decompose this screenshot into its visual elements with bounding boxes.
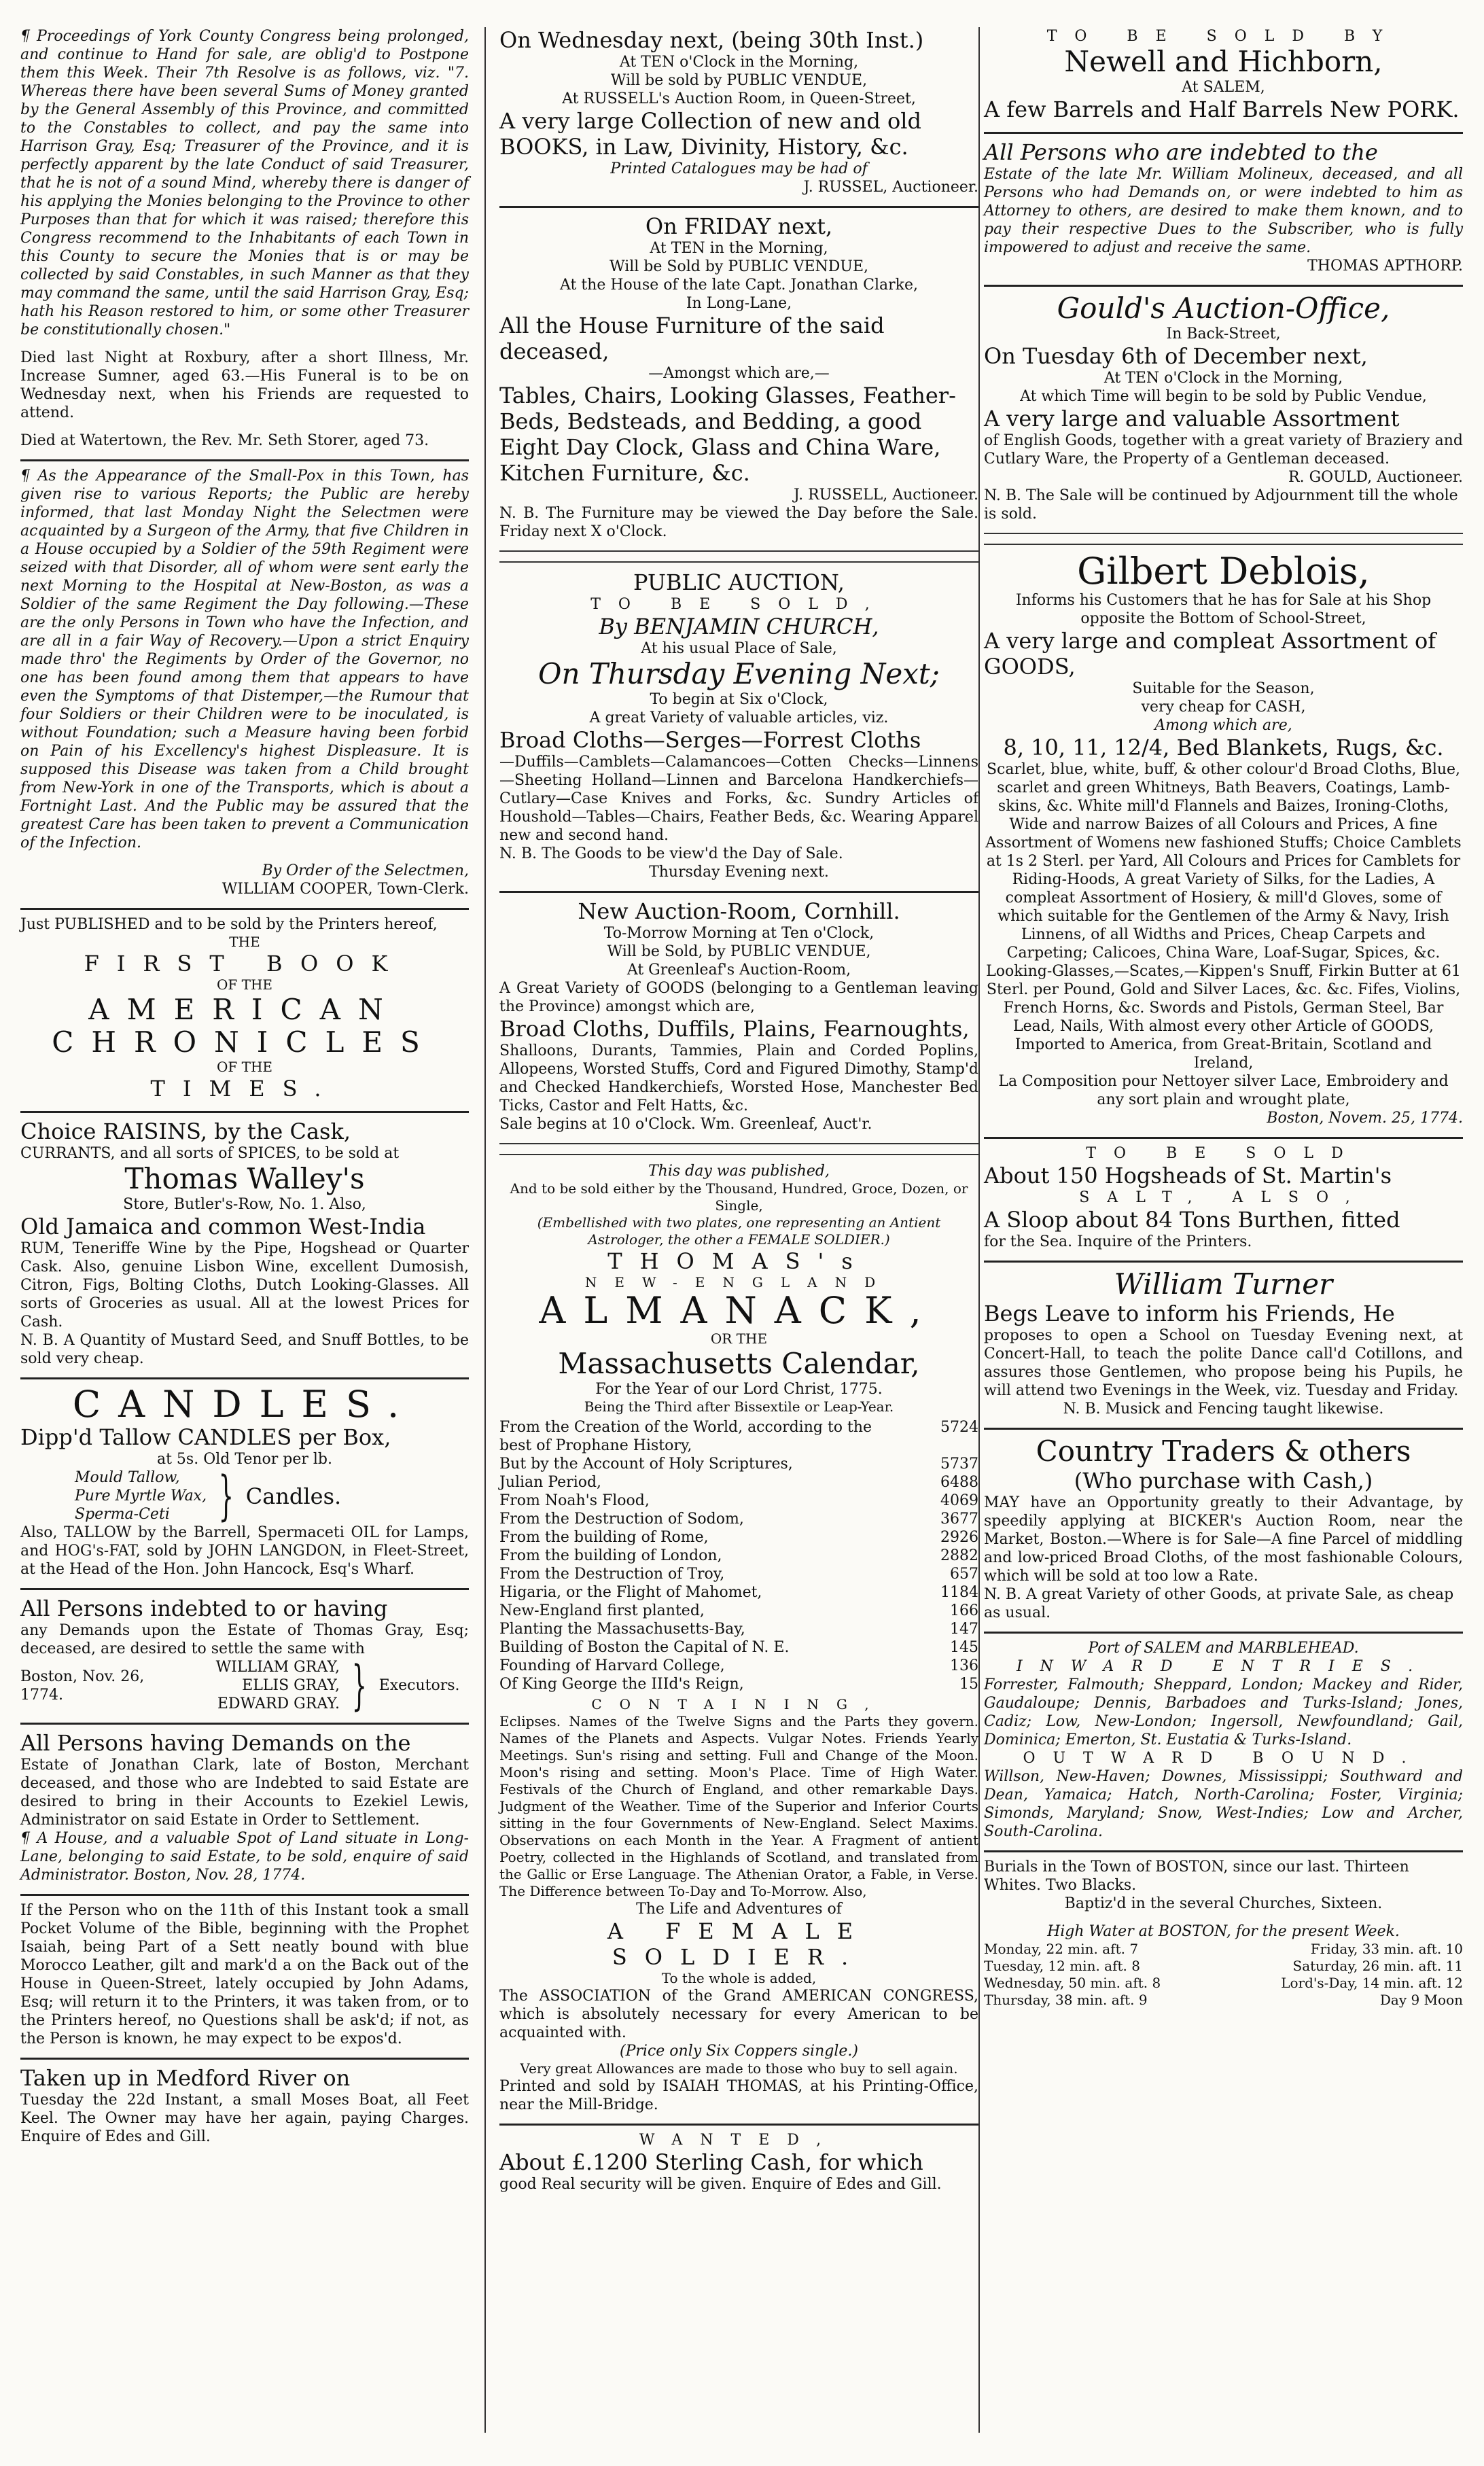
newell-tobesold: TO BE SOLD BY [1046,28,1400,45]
raisins-heading: Choice RAISINS, by the Cask, [20,1118,351,1144]
greenleaf-sign: Sale begins at 10 o'Clock. Wm. Greenleaf, Auct'r. [499,1116,872,1133]
traders-nb: N. B. A great Variety of other Goods, at private Sale, as cheap as usual. [984,1586,1454,1621]
ornamental-divider [984,533,1463,545]
executor-name: WILLIAM GRAY, [215,1659,340,1676]
almanack-row: Building of Boston the Capital of N. E. 145 [499,1639,978,1656]
traders-heading: Country Traders & others [1036,1434,1411,1468]
brace-glyph: } [218,1465,234,1527]
almanack-row: From the building of London, 2882 [499,1547,978,1564]
chronicles-of: OF THE [216,976,272,993]
almanack-row: Of King George the IIId's Reign, 15 [499,1676,978,1693]
deblois-blankets: 8, 10, 11, 12/4, Bed Blankets, Rugs, &c. [1003,735,1444,760]
almanack-row: New-England first planted, 166 [499,1602,978,1619]
candles-price: at 5s. Old Tenor per lb. [156,1451,332,1468]
burials-notice: Burials in the Town of BOSTON, since our last. Thirteen Whites. Two Blacks. [984,1859,1409,1894]
port-outward: OUTWARD BOUND. [1023,1750,1424,1767]
almanack-row: Founding of Harvard College, 136 [499,1657,978,1674]
gould-date: On Tuesday 6th of December next, [984,343,1368,369]
deblois-among: Among which are, [1154,717,1292,734]
russel-catalogues: Printed Catalogues may be had of [610,160,868,177]
gould-time: At TEN o'Clock in the Morning, [1103,370,1343,387]
gould-body: of English Goods, together with a great variety of Braziery and Cutlary Ware, the Property of a Gentleman deceased. [984,432,1463,468]
salt-inquire: for the Sea. Inquire of the Printers. [984,1233,1252,1250]
high-water-heading: High Water at BOSTON, for the present Week. [1047,1923,1400,1940]
newell-place: At SALEM, [1182,79,1265,96]
york-congress-notice: ¶ Proceedings of York County Congress being prolonged, and continue to Hand for sale, are oblig'd to Postpone them this Week. Their 7th Resolve is as follows, viz. "7. Whereas there have been several Sums of Money granted by the General Assembly of this Province, and committed to the Constables to collect, and pay the same into Harrison Gray, Esq; Treasurer of the Province, and it is perfectly apparent by the late Conduct of said Treasurer, that he is not of a sound Mind, whereby there is danger of his applying the Monies belonging to the Province to other Purposes than that for which it was raised; therefore this Congress recommend to the Inhabitants of each Town in this County to secure the Monies that is or may be collected by said Constables, in such Manner as that they may command the same, until the said Harrison Gray, Esq; hath his Reason restored to him, or some other Treasurer be constitutionally chosen." [20,28,469,338]
almanack-life: The Life and Adventures of [636,1901,842,1918]
auction-variety: A great Variety of valuable articles, viz. [589,709,889,726]
deblois-assortment: A very large and compleat Assortment of GOODS, [984,628,1436,680]
gould-nb: N. B. The Sale will be continued by Adjournment till the whole is sold. [984,487,1458,523]
auction-broadcloths: Broad Cloths—Serges—Forrest Cloths [499,727,921,753]
ornamental-divider [499,1143,978,1155]
almanack-row: From the Destruction of Troy, 657 [499,1566,978,1583]
auction-body: —Duffils—Camblets—Calamancoes—Cotten Checks—Linnens—Sheeting Holland—Linnen and Barcelona Handkerchiefs—Cutlary—Case Knives and Forks, &c. Sundry Articles of Houshold—Tables—Chairs, Feather Beds, &c. Wearing Apparel new and second hand. [499,754,978,844]
almanack-row: From the Creation of the World, according to the best of Prophane History, 5724 [499,1419,978,1454]
almanack-embellished: (Embellished with two plates, one representing an Antient Astrologer, the other a FEMALE SOLDIER.) [537,1214,941,1248]
divider [499,2124,978,2126]
port-outward-body: Willson, New-Haven; Downes, Mississippi; Southward and Dean, Yamaica; Hatch, North-Carolina; Foster, Virginia; Simonds, Maryland; Snow, West-Indies; Low and Archer, South-Carolina. [984,1768,1463,1840]
greenleaf-heading: New Auction-Room, Cornhill. [578,898,900,924]
chronicles-times: TIMES. [150,1076,339,1102]
raisins-nb: N. B. A Quantity of Mustard Seed, and Snuff Bottles, to be sold very cheap. [20,1332,469,1367]
divider [20,1377,469,1379]
candles-item: Sperma-Ceti [75,1506,170,1523]
divider [984,1850,1463,1852]
candles-item: Pure Myrtle Wax, [75,1487,207,1504]
auction-thursday: On Thursday Evening Next; [538,657,940,690]
divider [20,459,469,461]
divider [499,206,978,208]
newell-name: Newell and Hichborn, [1064,45,1383,78]
raisins-merchant-name: Thomas Walley's [124,1162,365,1195]
bible-notice: If the Person who on the 11th of this Instant took a small Pocket Volume of the Bible, beginning with the Prophet Isaiah, being Part of a Sett neatly bound with blue Morocco Leather, gilt and mark'd a on the Back out of the House in Queen-Street, lately occupied by John Adams, Esq; will return it to the Printers, it was taken from, or to the Printers hereof, no Questions shall be ask'd; if not, as the Person is known, he may expect to be expos'd. [20,1902,469,2047]
medford-body: Tuesday the 22d Instant, a small Moses Boat, all Feet Keel. The Owner may have her again, paying Charges. Enquire of Edes and Gill. [20,2092,469,2145]
almanack-row: Julian Period, 6488 [499,1474,978,1491]
almanack-thomas: THOMAS's [607,1248,870,1274]
high-water-table [984,1941,1463,2009]
greenleaf-broadcloths: Broad Cloths, Duffils, Plains, Fearnoughts, [499,1016,970,1042]
almanack-contents: Eclipses. Names of the Twelve Signs and the Parts they govern. Names of the Planets and Aspects. Vulgar Notes. Friends Yearly Meetings. Sun's rising and setting. Full and Change of the Moon. Moon's rising and setting. Moon's Place. Time of High Water. Festivals of the Church of England, and other remarkable Days. Judgment of the Weather. Time of the Superior and Inferior Courts sitting in the four Governments of New-England. Select Maxims. Observations on each Month in the Year. A Fragment of antient Poetry, collected in the Highlands of Scotland, and translated from the Gallic or Erse Language. The Athenian Orator, a Fable, in Verse. The Difference between To-Day and To-Morrow. Also, [499,1713,978,1899]
salt-sloop: A Sloop about 84 Tons Burthen, fitted [984,1207,1400,1233]
chronicles-american: AMERICAN [88,993,401,1026]
clark-heading: All Persons having Demands on the [20,1730,411,1756]
raisins-body: RUM, Teneriffe Wine by the Pipe, Hogshead or Quarter Cask. Also, genuine Lisbon Wine, excellent Dumosish, Citron, Figs, Bolting Cloths, Dutch Looking-Glasses. All sorts of Groceries as usual. All at the lowest Prices for Cash. [20,1240,469,1331]
gould-which: At which Time will begin to be sold by Public Vendue, [1020,388,1427,405]
candles-body: Also, TALLOW by the Barrell, Spermaceti OIL for Lamps, and HOG's-FAT, sold by JOHN LANGDON, in Fleet-Street, at the Head of the Hon. John Hancock, Esq's Wharf. [20,1524,469,1578]
almanack-table [499,1418,978,1693]
russel-books: A very large Collection of new and old BOOKS, in Law, Divinity, History, &c. [499,108,921,160]
greenleaf-body: Shalloons, Durants, Tammies, Plain and Corded Poplins, Allopeens, Worsted Stuffs, Cord and Figured Dimothy, Stamp'd and Checked Handkerchiefs, Worsted Hose, Manchester Bed Ticks, Castor and Felt Hatts, &c. [499,1042,978,1114]
auction-end: Thursday Evening next. [649,864,829,881]
almanack-row: Higaria, or the Flight of Mahomet, 1184 [499,1584,978,1601]
russel-heading: On Wednesday next, (being 30th Inst.) [499,27,924,53]
candles-title: CANDLES. [72,1383,417,1426]
divider [984,285,1463,287]
gray-place: Boston, Nov. 26, 1774. [20,1668,145,1704]
divider [20,1111,469,1113]
chronicles-ofthe: OF THE [216,1059,272,1075]
divider [20,2058,469,2060]
column-right [984,27,1463,2009]
friday-tables: Tables, Chairs, Looking Glasses, Feather-Beds, Bedsteads, and Bedding, a good Eight Day Clock, Glass and China Ware, Kitchen Furniture, &c. [499,383,956,486]
almanack-row: From the building of Rome, 2926 [499,1529,978,1546]
greenleaf-room: At Greenleaf's Auction-Room, [626,962,851,979]
raisins-rum-heading: Old Jamaica and common West-India [20,1214,426,1239]
auction-nb: N. B. The Goods to be view'd the Day of Sale. [499,845,843,862]
candles-item: Mould Tallow, [75,1469,180,1486]
almanack-calendar: Massachusetts Calendar, [558,1347,920,1380]
port-inward: INWARD ENTRIES. [1016,1658,1431,1675]
wanted-body: good Real security will be given. Enquire of Edes and Gill. [499,2176,942,2193]
deblois-cheap: very cheap for CASH, [1141,699,1306,716]
molineux-heading: All Persons who are indebted to the [984,139,1378,165]
divider [984,132,1463,134]
smallpox-sign-clerk: WILLIAM COOPER, Town-Clerk. [222,881,469,898]
traders-who: (Who purchase with Cash,) [1074,1468,1373,1494]
candles-line: Dipp'd Tallow CANDLES per Box, [20,1424,391,1450]
divider [20,908,469,910]
deblois-informs: Informs his Customers that he has for Sale at his Shop opposite the Bottom of School-Street, [1015,592,1432,627]
executors-role: Executors. [378,1677,460,1694]
deblois-suitable: Suitable for the Season, [1132,680,1315,697]
salt-tobesold: TO BE SOLD [1086,1145,1361,1162]
molineux-body: Estate of the late Mr. William Molineux, deceased, and all Persons who had Demands on, or were indebted to him as Attorney to others, are desired to make them known, and to pay their respective Dues to the Subscriber, who is fully impowered to adjust and receive the same. [984,166,1463,256]
friday-time: At TEN in the Morning, [650,240,828,257]
candles-list [20,1465,469,1527]
almanack-price: (Price only Six Coppers single.) [620,2043,858,2060]
port-heading: Port of SALEM and MARBLEHEAD. [1088,1640,1359,1657]
medford-heading: Taken up in Medford River on [20,2065,351,2091]
friday-sign: J. RUSSELL, Auctioneer. [793,487,978,504]
divider [984,1632,1463,1634]
deblois-goods-list: Scarlet, blue, white, buff, & other colour'd Broad Cloths, Blue, scarlet and green Whitneys, Bath Beavers, Coatings, Lamb-skins, &c. White mill'd Flannels and Baizes, Ironing-Cloths, Wide and narrow Baizes of all Colours and Prices, A fine Assortment of Womens new fashioned Stuffs; Choice Camblets at 1s 2 Sterl. per Yard, All Colours and Prices for Camblets for Riding-Hoods, A great Variety of Silks, for the Ladies, A compleat Assortment of Hosiery, & mill'd Gloves, some of which suitable for the Gentlemen of the Army & Navy, Irish Linnens, of all Widths and Prices, Cheap Carpets and Carpeting; Calicoes, China Ware, Loaf-Sugar, Spices, &c. Looking-Glasses,—Scates,—Kippen's Snuff, Firkin Butter at 61 Sterl. per Pound, Gold and Silver Laces, &c. &c. Fifes, Violins, French Horns, &c. Swords and Pistols, German Steel, Bar Lead, Nails, With almost every other Article of GOODS, Imported to America, from Great-Britain, Scotland and Ireland, [985,761,1462,1072]
gray-body: any Demands upon the Estate of Thomas Gray, Esq; deceased, are desired to settle the same with [20,1622,469,1657]
friday-heading: On FRIDAY next, [645,213,833,239]
executor-name: EDWARD GRAY. [217,1695,340,1712]
gould-heading: Gould's Auction-Office, [1057,292,1390,325]
gray-heading: All Persons indebted to or having [20,1596,388,1621]
divider [20,1723,469,1725]
candles-word: Candles. [245,1483,342,1509]
auction-by: By BENJAMIN CHURCH, [599,614,879,639]
salt-also: SALT, ALSO, [1079,1189,1368,1206]
friday-nb: N. B. The Furniture may be viewed the Day before the Sale. Friday next X o'Clock. [499,505,978,540]
newell-body: A few Barrels and Half Barrels New PORK. [984,96,1460,122]
divider [984,1428,1463,1430]
smallpox-notice: ¶ As the Appearance of the Small-Pox in this Town, has given rise to various Reports; the Public are hereby informed, that last Monday Night the Selectmen were acquainted by a Surgeon of the Army, that five Children in a House occupied by a Soldier of the 59th Regiment were seized with that Disorder, all of whom were sent early the next Morning to the Hospital at New-Boston, as was a Soldier of the same Regiment the Day following.—These are the only Persons in Town who have the Infection, and are all in a fair Way of Recovery.—Upon a strict Enquiry made thro' the Regiments by Order of the Governor, no one has been found among them that appears to have even the Symptoms of that Distemper,—the Rumour that four Soldiers or their Children were to be inoculated, is without Foundation; such a Measure having been forbid on Pain of his Excellency's highest Displeasure. It is supposed this Disease was taken from a Child brought from New-York in one of the Transports, which is about a Fortnight Last. And the Public may be assured that the greatest Care has been taken to prevent a Communication of the Infection. [20,468,469,851]
greenleaf-time: To-Morrow Morning at Ten o'Clock, [603,925,874,942]
divider [984,1137,1463,1139]
clark-body: Estate of Jonathan Clark, late of Boston, Merchant deceased, and those who are Indebted to said Estate are desired to bring in their Accounts to Ezekiel Lewis, Administrator on said Estate in Order to Settlement. [20,1757,469,1829]
death-notice-storer: Died at Watertown, the Rev. Mr. Seth Storer, aged 73. [20,432,429,449]
almanack-row: From the Destruction of Sodom, 3677 [499,1511,978,1528]
almanack-added: To the whole is added, [661,1970,817,1986]
friday-lane: In Long-Lane, [686,295,792,312]
death-notice-sumner: Died last Night at Roxbury, after a short Illness, Mr. Increase Sumner, aged 63.—His Funeral is to be on Wednesday next, when his Friends are requested to attend. [20,349,469,421]
greenleaf-variety: A Great Variety of GOODS (belonging to a Gentleman leaving the Province) amongst which are, [499,980,978,1015]
russel-time: At TEN o'Clock in the Morning, [619,54,859,71]
friday-vendue: Will be Sold by PUBLIC VENDUE, [609,258,869,275]
turner-body: proposes to open a School on Tuesday Evening next, at Concert-Hall, to teach the polite Dance call'd Cotillons, and assures those Gentlemen, who propose being his Pupils, he will attend two Evenings in the Week, viz. Tuesday and Friday. [984,1327,1463,1399]
almanack-title: ALMANACK, [539,1289,939,1332]
almanack-female-soldier: A FEMALE SOLDIER. [607,1918,871,1970]
almanack-published: This day was published, [648,1163,830,1180]
almanack-containing: CONTAINING, [591,1696,887,1712]
almanack-row: Planting the Massachusetts-Bay, 147 [499,1621,978,1638]
chronicles-intro: Just PUBLISHED and to be sold by the Printers hereof, [20,916,438,933]
turner-name: William Turner [1114,1267,1333,1301]
high-water-row: Monday, 22 min. aft. 7 Friday, 33 min. aft. 10 [984,1941,1463,1957]
wanted-amount: About £.1200 Sterling Cash, for which [499,2149,923,2175]
almanack-row: But by the Account of Holy Scriptures, 5737 [499,1456,978,1473]
divider [984,1261,1463,1263]
high-water-row: Wednesday, 50 min. aft. 8 Lord's-Day, 14 min. aft. 12 [984,1975,1463,1991]
almanack-allowance: Very great Allowances are made to those who buy to sell again. [520,2060,958,2077]
column-left [20,27,469,2146]
clark-house: ¶ A House, and a valuable Spot of Land situate in Long-Lane, belonging to said Estate, to be sold, enquire of said Administrator. Boston, Nov. 28, 1774. [20,1830,469,1884]
smallpox-sign-order: By Order of the Selectmen, [262,862,469,879]
russel-sign: J. RUSSEL, Auctioneer. [803,179,978,196]
divider [20,1588,469,1590]
baptisms-notice: Baptiz'd in the several Churches, Sixteen. [1064,1895,1383,1912]
almanack-sold: And to be sold either by the Thousand, Hundred, Groce, Dozen, or Single, [510,1180,968,1214]
traders-body: MAY have an Opportunity greatly to their Advantage, by speedily applying at BICKER's Auction Room, near the Market, Boston.—Where is for Sale—A fine Parcel of middling and low-priced Broad Cloths, of the most fashionable Colours, which will be sold at too low a Rate. [984,1494,1463,1585]
wanted-heading: WANTED, [639,2132,839,2149]
executor-name: ELLIS GRAY, [242,1677,340,1694]
friday-house: At the House of the late Capt. Jonathan Clarke, [559,277,918,294]
almanack-year: For the Year of our Lord Christ, 1775. [595,1381,883,1398]
chronicles-title: CHRONICLES [52,1025,438,1059]
almanack-row: From Noah's Flood, 4069 [499,1492,978,1509]
auction-heading: PUBLIC AUCTION, [633,569,845,595]
high-water-row: Thursday, 38 min. aft. 9 Day 9 Moon [984,1992,1463,2008]
brace-glyph: } [351,1655,367,1716]
raisins-address: Store, Butler's-Row, No. 1. Also, [123,1196,366,1213]
ornamental-divider [499,550,978,563]
molineux-sign: THOMAS APTHORP. [1307,258,1463,275]
friday-furniture: All the House Furniture of the said deceased, [499,313,885,364]
column-middle [499,27,978,2194]
turner-nb: N. B. Musick and Fencing taught likewise. [1063,1401,1384,1417]
port-inward-body: Forrester, Falmouth; Sheppard, London; Mackey and Rider, Gaudaloupe; Dennis, Barbadoes and Turks-Island; Jones, Cadiz; Low, New-London; Ingersoll, Newfoundland; Gail, Dominica; Emerton, St. Eustatia & Turks-Island. [984,1676,1463,1748]
gray-executors [20,1655,469,1716]
friday-among: —Amongst which are,— [648,365,830,382]
turner-begs: Begs Leave to inform his Friends, He [984,1301,1395,1326]
gould-street: In Back-Street, [1166,325,1281,342]
chronicles-first-book: FIRST BOOK [84,951,406,976]
deblois-composition: La Composition pour Nettoyer silver Lace, Embroidery and any sort plain and wrought plate, [998,1073,1449,1108]
salt-heading: About 150 Hogsheads of St. Martin's [984,1163,1392,1188]
almanack-printer: Printed and sold by ISAIAH THOMAS, at his Printing-Office, near the Mill-Bridge. [499,2078,978,2113]
almanack-association: The ASSOCIATION of the Grand AMERICAN CONGRESS, which is absolutely necessary for every American to be acquainted with. [499,1988,978,2041]
greenleaf-vendue: Will be Sold, by PUBLIC VENDUE, [607,943,871,960]
auction-begin: To begin at Six o'Clock, [650,691,828,708]
high-water-row: Tuesday, 12 min. aft. 8 Saturday, 26 min. aft. 11 [984,1958,1463,1974]
deblois-date: Boston, Novem. 25, 1774. [1267,1110,1463,1127]
chronicles-the: THE [229,934,260,950]
almanack-newengland: NEW-ENGLAND [584,1274,894,1290]
auction-tobesold: TO BE SOLD, [590,596,887,613]
divider [20,1894,469,1896]
russel-vendue: Will be sold by PUBLIC VENDUE, [610,72,868,89]
almanack-or: OR THE [710,1331,768,1347]
almanack-leap: Being the Third after Bissextile or Leap-Year. [584,1398,894,1415]
russel-place: At RUSSELL's Auction Room, in Queen-Street, [562,90,916,107]
column-rule [484,27,486,2433]
auction-place: At his usual Place of Sale, [641,640,837,657]
gould-sign: R. GOULD, Auctioneer. [1288,469,1463,486]
gould-assortment: A very large and valuable Assortment [984,406,1400,431]
raisins-sub: CURRANTS, and all sorts of SPICES, to be sold at [20,1145,400,1162]
column-rule [978,27,980,2433]
deblois-name: Gilbert Deblois, [1077,550,1370,593]
divider [499,891,978,893]
